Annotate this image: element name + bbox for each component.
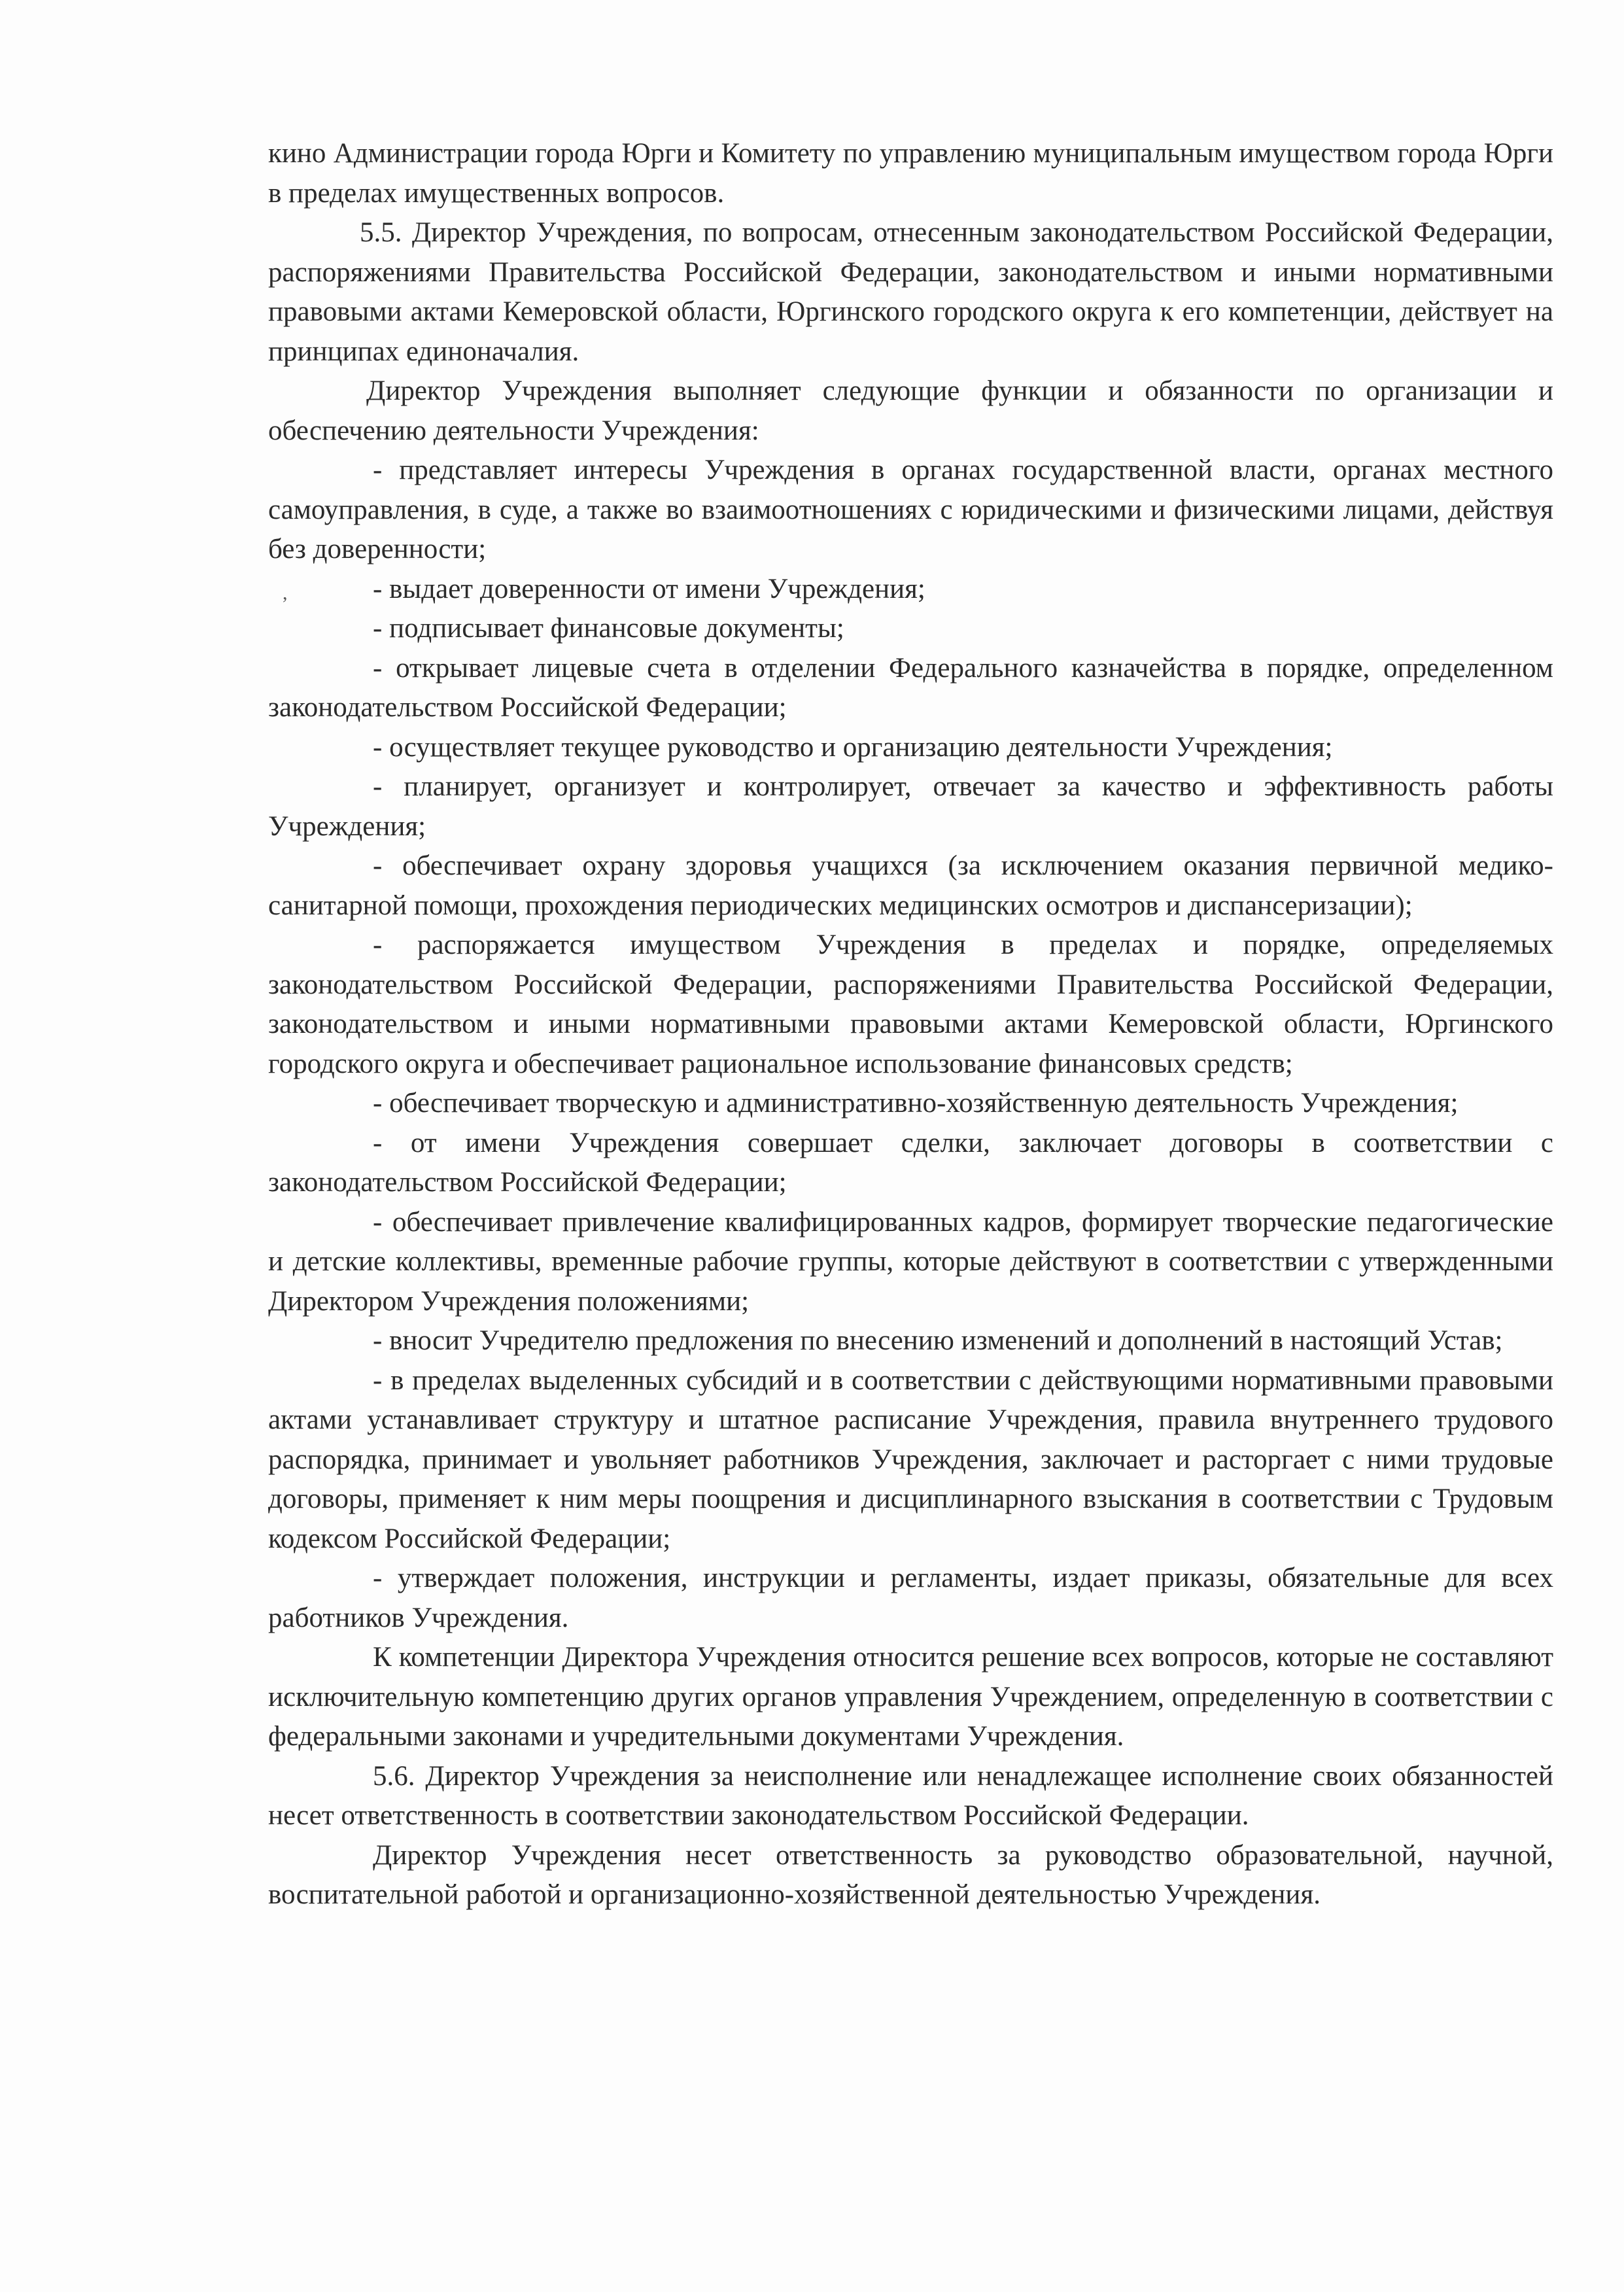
list-item: - обеспечивает привлечение квалифицированных кадров, формирует творческие педагогические и детские коллективы, временные рабочие группы, которые действуют в соответствии с утвержденными Директором Учреждения положениями;: [268, 1206, 1553, 1317]
paragraph-director-competence: К компетенции Директора Учреждения относится решение всех вопросов, которые не составляют исключительную компетенцию других органов управления Учреждением, определенную в соответствии с федеральными законами и учредительными документами Учреждения.: [268, 1642, 1553, 1752]
document-body: [268, 134, 1553, 1915]
list-item: - вносит Учредителю предложения по внесению изменений и дополнений в настоящий Устав;: [373, 1325, 1503, 1356]
paragraph-director-responsibility: Директор Учреждения несет ответственность за руководство образовательной, научной, воспитательной работой и организационно-хозяйственной деятельностью Учреждения.: [268, 1839, 1553, 1910]
paragraph-section-5-6: 5.6. Директор Учреждения за неисполнение или ненадлежащее исполнение своих обязанностей несет ответственность в соответствии законодательством Российской Федерации.: [268, 1760, 1553, 1831]
list-item: - от имени Учреждения совершает сделки, заключает договоры в соответствии с законодательством Российской Федерации;: [268, 1127, 1553, 1198]
list-item: - планирует, организует и контролирует, отвечает за качество и эффективность работы Учреждения;: [268, 771, 1553, 842]
list-item: - распоряжается имуществом Учреждения в пределах и порядке, определяемых законодательством Российской Федерации, распоряжениями Правительства Российской Федерации, законодательством и иными нормативными правовыми актами Кемеровской области, Юргинского городского округа и обеспечивает рациональное использование финансовых средств;: [268, 929, 1553, 1079]
list-item: - выдает доверенности от имени Учреждения;: [373, 573, 925, 604]
list-item: - представляет интересы Учреждения в органах государственной власти, органах местного самоуправления, в суде, а также во взаимоотношениях с юридическими и физическими лицами, действуя без доверенности;: [268, 455, 1553, 564]
list-item: - осуществляет текущее руководство и организацию деятельности Учреждения;: [373, 731, 1333, 763]
paragraph-continuation: кино Администрации города Юрги и Комитету по управлению муниципальным имуществом города Юрги в пределах имущественных вопросов.: [268, 138, 1553, 209]
list-item: - в пределах выделенных субсидий и в соответствии с действующими нормативными правовыми актами устанавливает структуру и штатное расписание Учреждения, правила внутреннего трудового распорядка, принимает и увольняет работников Учреждения, заключает и расторгает с ними трудовые договоры, применяет к ним меры поощрения и дисциплинарного взыскания в соответствии с Трудовым кодексом Российской Федерации;: [268, 1364, 1553, 1554]
paragraph-director-functions-intro: Директор Учреждения выполняет следующие функции и обязанности по организации и обеспечению деятельности Учреждения:: [268, 375, 1553, 446]
paragraph-section-5-5: 5.5. Директор Учреждения, по вопросам, отнесенным законодательством Российской Федерации, распоряжениями Правительства Российской Федерации, законодательством и иными нормативными правовыми актами Кемеровской области, Юргинского городского округа к его компетенции, действует на принципах единоначалия.: [268, 217, 1553, 367]
list-item: - обеспечивает творческую и административно-хозяйственную деятельность Учреждения;: [373, 1088, 1459, 1119]
list-item: - обеспечивает охрану здоровья учащихся (за исключением оказания первичной медико-санитарной помощи, прохождения периодических медицинских осмотров и диспансеризации);: [268, 850, 1553, 921]
list-item: - открывает лицевые счета в отделении Федерального казначейства в порядке, определенном законодательством Российской Федерации;: [268, 652, 1553, 723]
scan-speck: ,: [283, 582, 288, 604]
list-item: - подписывает финансовые документы;: [373, 613, 844, 644]
list-item: - утверждает положения, инструкции и регламенты, издает приказы, обязательные для всех работников Учреждения.: [268, 1563, 1553, 1633]
